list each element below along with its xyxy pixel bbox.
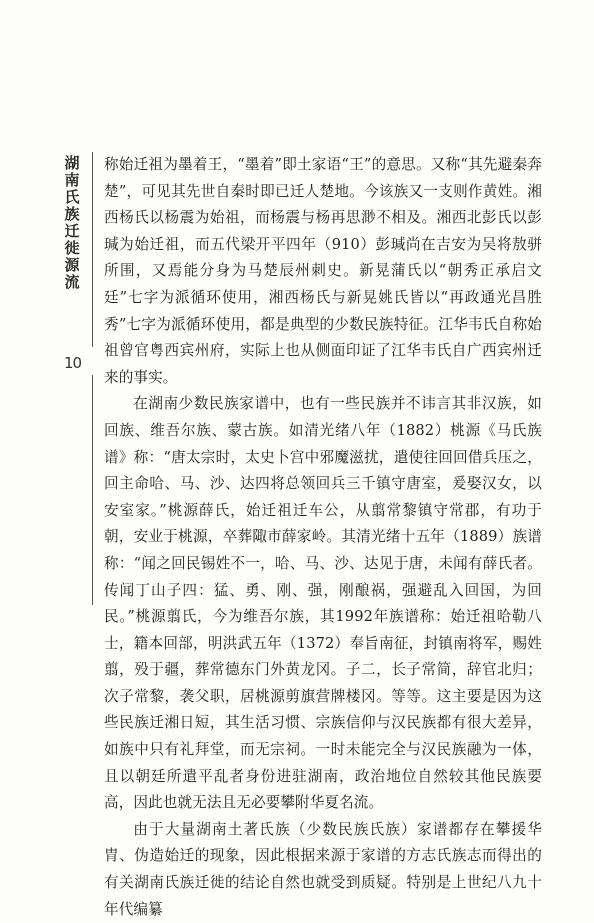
chapter-title-char: 徙	[64, 239, 80, 257]
chapter-title-char: 迁	[64, 222, 80, 240]
paragraph-1: 称始迁祖为墨着王，“墨着”即土家语“王”的意思。又称“其先避秦奔楚”，可见其先世自秦时即已迁人楚地。今该族又一支则作黄姓。湘西杨氏以杨震为始祖，而杨震与杨再思渺不相及。湘西北彭氏以彭瑊为始迁祖，而五代梁开平四年（910）彭瑊尚在吉安为吴将敖骈所围，又焉能分身为马楚辰州刺史。新晃蒲氏以“朝秀正承启文廷”七字为派循环使用，湘西杨氏与新晃姚氏皆以“再政通光昌胜秀”七字为派循环使用，都是典型的少数民族特征。江华韦氏自称始祖曾官粤西宾州府，实际上也从侧面印证了江华韦氏自广西宾州迁来的事实。	[104, 156, 542, 386]
margin-rule-bottom	[92, 375, 93, 605]
paragraph-3: 由于大量湖南土著氏族（少数民族氏族）家谱都存在攀援华胄、伪造始迁的现象，因此根据来源于家谱的方志氏族志而得出的有关湖南氏族迁徙的结论自然也就受到质疑。特别是上世纪八九十年代编纂	[104, 820, 542, 918]
paragraph-2: 在湖南少数民族家谱中，也有一些民族并不讳言其非汉族，如回族、维吾尔族、蒙古族。如清光绪八年（1882）桃源《马氏族谱》称：“唐太宗时，太史卜宫中邪魔滋扰，遣使往回回借兵压之，回主命哈、马、沙、达四将总领回兵三千镇守唐室，爰娶汉女，以安室家。”桃源薛氏，始迁祖迁车公，从翦常黎镇守常郡，有功于朝，安业于桃源，卒葬陬市薛家岭。其清光绪十五年（1889）族谱称：“闻之回民锡姓不一，哈、马、沙、达见于唐，未闻有薛氏者。传闻丁山子四：猛、勇、刚、强，刚酿祸，强避乱入回国，为回民。”桃源翦氏，今为维吾尔族，其1992年族谱称：始迁祖哈勒八士，籍本回部，明洪武五年（1372）奉旨南征，封镇南将军，赐姓翦，殁于疆，葬常德东门外黄龙冈。子二，长子常简，辞官北归；次子常黎，袭父职，居桃源剪旗营牌楼冈。等等。这主要是因为这些民族迁湘日短，其生活习惯、宗族信仰与汉民族都有很大差异，如族中只有礼拜堂，而无宗祠。一时未能完全与汉民族融为一体，且以朝廷所遣平乱者身份进驻湖南，政治地位自然较其他民族要高，因此也就无法且无必要攀附华夏名流。	[104, 395, 542, 812]
chapter-title-char: 流	[64, 273, 80, 291]
margin-rule-top	[92, 152, 93, 347]
running-chapter-title	[63, 155, 81, 291]
chapter-title-char: 氏	[64, 188, 80, 206]
chapter-title-char: 南	[64, 171, 80, 189]
body-text	[104, 152, 542, 923]
chapter-title-char: 族	[64, 205, 80, 223]
chapter-title-char: 源	[64, 256, 80, 274]
page-number: 10	[64, 354, 82, 372]
chapter-title-char: 湖	[64, 154, 80, 172]
